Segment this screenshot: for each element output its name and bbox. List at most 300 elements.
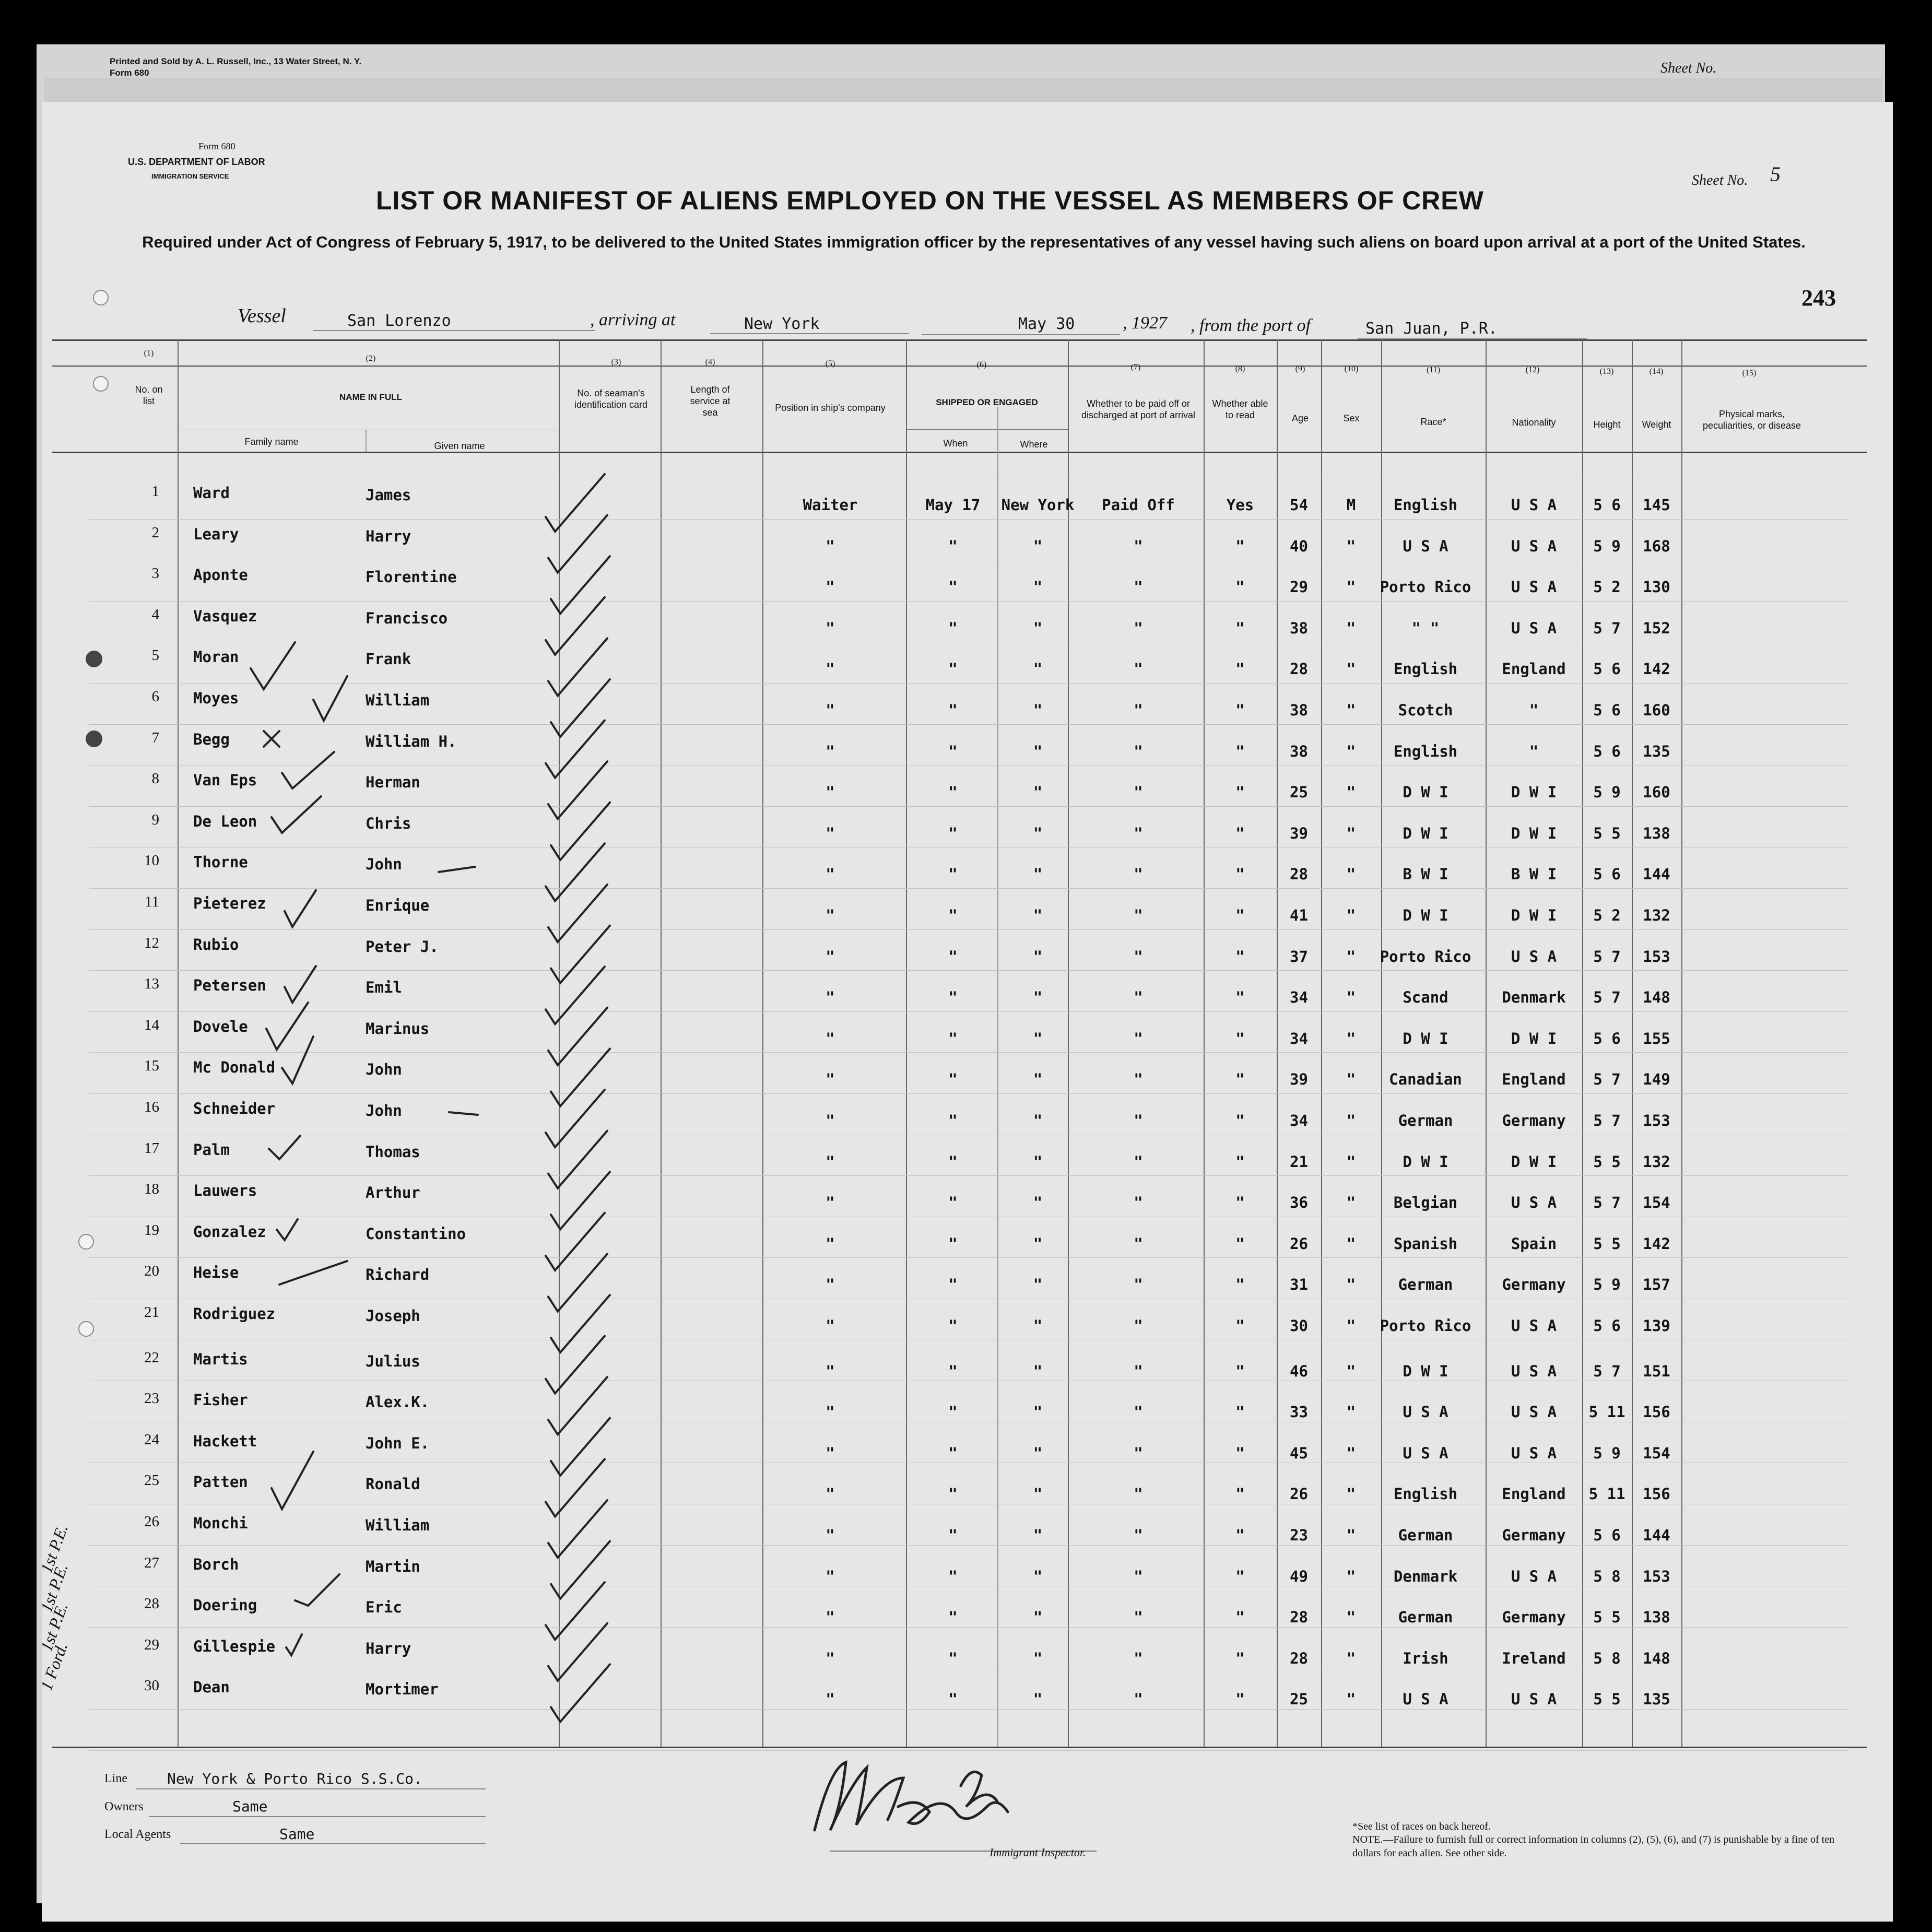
check-mark (277, 1219, 298, 1240)
cell-able-to-read: " (1235, 1070, 1245, 1089)
col11-header: Race* (1420, 417, 1446, 427)
cell-sex: " (1346, 1649, 1356, 1667)
cell-shipped-when: " (948, 1029, 958, 1047)
check-mark (551, 1295, 610, 1352)
cell-age: 25 (1290, 783, 1308, 802)
cell-race: German (1398, 1608, 1453, 1627)
row-number: 26 (144, 1513, 159, 1530)
cell-nationality: B W I (1511, 865, 1557, 883)
col2-header: NAME IN FULL (339, 392, 402, 402)
cell-able-to-read: " (1235, 1485, 1245, 1503)
cell-paid-off: " (1134, 1317, 1143, 1335)
col7-number: (7) (1130, 363, 1141, 372)
cell-weight: 135 (1643, 742, 1670, 760)
col14-number: (14) (1649, 367, 1664, 376)
cell-family-name: Petersen (193, 976, 266, 995)
col2-family-header: Family name (244, 437, 299, 447)
check-mark (551, 1172, 610, 1229)
cell-paid-off: " (1134, 1649, 1143, 1667)
cell-sex: " (1346, 578, 1356, 596)
cell-age: 46 (1290, 1362, 1308, 1380)
cell-shipped-where: " (1033, 1362, 1043, 1380)
cell-height: 5 6 (1593, 742, 1621, 760)
cell-family-name: Begg (193, 730, 230, 748)
cell-position: " (826, 1194, 835, 1212)
cell-age: 28 (1290, 1608, 1308, 1627)
cell-sex: " (1346, 824, 1356, 842)
cell-nationality: U S A (1511, 1194, 1557, 1212)
cell-shipped-when: " (948, 660, 958, 678)
cross-mark (264, 731, 279, 747)
check-mark (551, 1049, 610, 1106)
cell-given-name: Richard (366, 1266, 430, 1284)
cell-shipped-where: " (1033, 537, 1043, 555)
check-mark (295, 1574, 339, 1606)
cell-shipped-where: " (1033, 1608, 1043, 1627)
cell-shipped-where: " (1033, 1070, 1043, 1089)
cell-race: Scotch (1398, 701, 1453, 719)
cell-position: " (826, 824, 835, 842)
cell-shipped-where: " (1033, 578, 1043, 596)
cell-nationality: " (1529, 701, 1539, 719)
cell-weight: 153 (1643, 1567, 1670, 1585)
cell-height: 5 6 (1593, 1029, 1621, 1047)
col8-number: (8) (1235, 364, 1245, 373)
immigration-service: IMMIGRATION SERVICE (151, 172, 229, 180)
ink-blot (86, 651, 102, 667)
cell-weight: 156 (1643, 1485, 1670, 1503)
cell-paid-off: " (1134, 619, 1143, 637)
back-sheet-printer: Printed and Sold by A. L. Russell, Inc., 13 Water Street, N. Y. (110, 56, 362, 66)
cell-given-name: Mortimer (366, 1680, 439, 1699)
cell-family-name: Palm (193, 1140, 230, 1159)
owners-label: Owners (104, 1800, 144, 1813)
row-number: 29 (144, 1636, 159, 1653)
cell-height: 5 7 (1593, 1194, 1621, 1212)
cell-paid-off: " (1134, 824, 1143, 842)
check-mark (551, 556, 610, 614)
cell-race: U S A (1403, 1444, 1448, 1462)
cell-paid-off: " (1134, 1029, 1143, 1047)
check-mark (272, 1452, 313, 1509)
check-mark (266, 1003, 308, 1050)
cell-nationality: U S A (1511, 1403, 1557, 1421)
cell-family-name: Moyes (193, 689, 239, 707)
cell-given-name: Emil (366, 979, 402, 997)
cell-given-name: Marinus (366, 1019, 430, 1038)
cell-race: " " (1411, 619, 1440, 637)
cell-family-name: Thorne (193, 853, 248, 871)
cell-shipped-when: " (948, 1526, 958, 1544)
cell-shipped-when: " (948, 947, 958, 965)
cell-age: 29 (1290, 578, 1308, 596)
col6-where-header: Where (1020, 439, 1048, 450)
cell-nationality: U S A (1511, 1317, 1557, 1335)
sheet-number-label: Sheet No. (1692, 172, 1748, 189)
cell-shipped-when: " (948, 1608, 958, 1627)
cell-paid-off: " (1134, 1690, 1143, 1709)
cell-able-to-read: " (1235, 742, 1245, 760)
cell-height: 5 7 (1593, 1070, 1621, 1089)
check-mark (272, 796, 321, 833)
cell-shipped-when: " (948, 1403, 958, 1421)
cell-family-name: Mc Donald (193, 1058, 276, 1077)
cell-age: 34 (1290, 1112, 1308, 1129)
cell-age: 26 (1290, 1234, 1308, 1253)
cell-nationality: D W I (1511, 783, 1557, 802)
check-mark (548, 638, 607, 696)
check-mark (285, 966, 316, 1003)
cell-shipped-where: " (1033, 1234, 1043, 1253)
cell-sex: " (1346, 619, 1356, 637)
cell-shipped-where: " (1033, 619, 1043, 637)
cell-age: 40 (1290, 537, 1308, 555)
cell-position: " (826, 578, 835, 596)
cell-weight: 148 (1643, 988, 1670, 1007)
cell-race: Porto Rico (1380, 947, 1471, 965)
cell-able-to-read: " (1235, 1444, 1245, 1462)
cell-sex: " (1346, 988, 1356, 1007)
row-number: 28 (144, 1595, 159, 1612)
cell-sex: " (1346, 1152, 1356, 1171)
cell-position: " (826, 1234, 835, 1253)
cell-given-name: John (366, 1102, 402, 1120)
col9-number: (9) (1295, 364, 1305, 373)
cell-race: English (1393, 1485, 1458, 1503)
col12-number: (12) (1525, 366, 1540, 374)
check-mark (282, 752, 334, 788)
cell-sex: " (1346, 1362, 1356, 1380)
cell-weight: 130 (1643, 578, 1670, 596)
row-number: 30 (144, 1677, 159, 1694)
cell-weight: 142 (1643, 660, 1670, 678)
cell-race: D W I (1403, 906, 1448, 924)
cell-weight: 135 (1643, 1690, 1670, 1709)
cell-paid-off: " (1134, 1112, 1143, 1129)
cell-shipped-when: " (948, 783, 958, 802)
cell-position: " (826, 660, 835, 678)
cell-shipped-when: " (948, 1234, 958, 1253)
cell-paid-off: " (1134, 1444, 1143, 1462)
cell-family-name: Pieterez (193, 894, 266, 912)
cell-paid-off: " (1134, 1194, 1143, 1212)
col3-number: (3) (611, 358, 621, 367)
cell-nationality: U S A (1511, 1567, 1557, 1585)
cell-nationality: England (1502, 1485, 1566, 1503)
cell-shipped-where: New York (1001, 496, 1075, 514)
cell-able-to-read: " (1235, 865, 1245, 883)
row-number: 3 (151, 565, 159, 582)
cell-paid-off: " (1134, 1234, 1143, 1253)
cell-sex: " (1346, 906, 1356, 924)
cell-given-name: Julius (366, 1352, 420, 1370)
cell-weight: 144 (1643, 865, 1670, 883)
check-mark (548, 1377, 607, 1434)
col14-header: Weight (1642, 419, 1671, 430)
cell-race: Irish (1403, 1649, 1448, 1667)
cell-position: " (826, 1317, 835, 1335)
col1-header: No. on list (135, 384, 163, 406)
cell-shipped-when: " (948, 824, 958, 842)
cell-given-name: Arthur (366, 1184, 420, 1202)
cell-position: " (826, 1362, 835, 1380)
cell-able-to-read: " (1235, 1608, 1245, 1627)
margin-note: 1st P.E. (37, 1600, 72, 1654)
check-mark (546, 474, 605, 532)
cell-age: 31 (1290, 1276, 1308, 1294)
cell-age: 38 (1290, 742, 1308, 760)
cell-sex: " (1346, 1485, 1356, 1503)
cell-family-name: Rubio (193, 935, 239, 953)
cell-race: D W I (1403, 783, 1448, 802)
row-number: 8 (151, 770, 159, 787)
row-number: 25 (144, 1472, 159, 1489)
check-mark (548, 1623, 607, 1681)
row-number: 16 (144, 1099, 159, 1115)
col7-header: Whether to be paid off or discharged at port of arrival (1081, 398, 1196, 420)
cell-position: " (826, 988, 835, 1007)
row-number: 9 (151, 811, 159, 828)
cell-shipped-when: " (948, 1152, 958, 1171)
cell-paid-off: " (1134, 742, 1143, 760)
cell-paid-off: " (1134, 1362, 1143, 1380)
cell-able-to-read: " (1235, 1152, 1245, 1171)
cell-given-name: Florentine (366, 568, 457, 586)
cell-weight: 160 (1643, 701, 1670, 719)
cell-sex: " (1346, 701, 1356, 719)
cell-nationality: D W I (1511, 1152, 1557, 1171)
cell-position: " (826, 1649, 835, 1667)
cell-age: 34 (1290, 1029, 1308, 1047)
cell-shipped-when: " (948, 1485, 958, 1503)
cell-able-to-read: " (1235, 619, 1245, 637)
cell-shipped-where: " (1033, 1317, 1043, 1335)
check-mark (551, 926, 610, 983)
cell-age: 37 (1290, 947, 1308, 965)
cell-shipped-where: " (1033, 906, 1043, 924)
cell-weight: 154 (1643, 1194, 1670, 1212)
cell-given-name: James (366, 486, 411, 504)
cell-race: Porto Rico (1380, 578, 1471, 596)
cell-given-name: Thomas (366, 1142, 420, 1161)
cell-shipped-where: " (1033, 783, 1043, 802)
cell-family-name: Gillespie (193, 1637, 276, 1655)
col15-header: Physical marks, peculiarities, or disease (1702, 409, 1801, 431)
col5-number: (5) (825, 359, 835, 368)
cell-height: 5 8 (1593, 1567, 1621, 1585)
check-mark (551, 1664, 610, 1722)
cell-family-name: Martis (193, 1350, 248, 1368)
cell-sex: " (1346, 1029, 1356, 1047)
cell-position: " (826, 1070, 835, 1089)
cell-race: Canadian (1389, 1070, 1462, 1089)
row-number: 17 (144, 1139, 159, 1157)
check-mark (548, 1254, 607, 1311)
row-number: 2 (151, 524, 159, 541)
penalty-note: NOTE.—Failure to furnish full or correct information in columns (2), (5), (6), and (7) is punishable by a fine of ten dollars for each alien. See other side. (1352, 1834, 1835, 1859)
row-number: 21 (144, 1304, 159, 1321)
cell-able-to-read: " (1235, 1649, 1245, 1667)
cell-weight: 149 (1643, 1070, 1670, 1089)
cell-paid-off: " (1134, 701, 1143, 719)
department: U.S. DEPARTMENT OF LABOR (128, 157, 265, 167)
cell-family-name: Aponte (193, 566, 248, 584)
cell-paid-off: Paid Off (1102, 496, 1175, 514)
cell-age: 28 (1290, 865, 1308, 883)
cell-shipped-where: " (1033, 1649, 1043, 1667)
row-number: 13 (144, 975, 159, 993)
cell-shipped-when: " (948, 1194, 958, 1212)
cell-shipped-when: " (948, 1362, 958, 1380)
cell-race: Scand (1403, 988, 1448, 1007)
check-mark (551, 679, 610, 737)
cell-position: " (826, 783, 835, 802)
cell-race: D W I (1403, 824, 1448, 842)
cell-paid-off: " (1134, 660, 1143, 678)
cell-sex: " (1346, 1690, 1356, 1709)
cell-height: 5 11 (1588, 1403, 1625, 1421)
cell-height: 5 9 (1593, 1444, 1621, 1462)
cell-nationality: England (1502, 1070, 1566, 1089)
cell-shipped-when: " (948, 1567, 958, 1585)
cell-nationality: Germany (1502, 1112, 1566, 1129)
cell-sex: " (1346, 1444, 1356, 1462)
cell-able-to-read: " (1235, 783, 1245, 802)
cell-shipped-where: " (1033, 1152, 1043, 1171)
cell-weight: 157 (1643, 1276, 1670, 1294)
cell-given-name: Herman (366, 773, 420, 792)
cell-family-name: Van Eps (193, 771, 257, 790)
check-mark (548, 761, 607, 819)
cell-shipped-when: " (948, 578, 958, 596)
cell-sex: " (1346, 1526, 1356, 1544)
col13-header: Height (1593, 419, 1621, 430)
check-mark (548, 885, 607, 942)
cell-family-name: Lauwers (193, 1182, 257, 1200)
cell-height: 5 5 (1593, 1690, 1621, 1709)
row-number: 12 (144, 934, 159, 951)
cell-able-to-read: " (1235, 1029, 1245, 1047)
col13-number: (13) (1599, 367, 1614, 376)
col4-number: (4) (705, 358, 715, 367)
cell-given-name: Joseph (366, 1307, 420, 1325)
cell-given-name: William (366, 1516, 430, 1534)
col3-header: No. of seaman's identification card (574, 388, 648, 410)
cell-given-name: Frank (366, 650, 411, 668)
cell-weight: 138 (1643, 824, 1670, 842)
check-mark (269, 1136, 300, 1159)
cell-family-name: Vasquez (193, 607, 257, 625)
cell-family-name: Borch (193, 1555, 239, 1573)
cell-height: 5 6 (1593, 1526, 1621, 1544)
cell-paid-off: " (1134, 1608, 1143, 1627)
cell-nationality: U S A (1511, 578, 1557, 596)
col8-header: Whether able to read (1212, 398, 1268, 420)
cell-paid-off: " (1134, 1152, 1143, 1171)
cell-shipped-when: " (948, 906, 958, 924)
cell-height: 5 9 (1593, 783, 1621, 802)
cell-nationality: U S A (1511, 1690, 1557, 1709)
cell-paid-off: " (1134, 988, 1143, 1007)
check-mark (548, 515, 607, 573)
col1-number: (1) (144, 349, 154, 358)
cell-family-name: Dovele (193, 1017, 248, 1035)
check-mark (282, 1036, 313, 1083)
ink-blot (86, 731, 102, 747)
cell-given-name: Harry (366, 527, 411, 545)
cell-sex: " (1346, 660, 1356, 678)
cell-sex: " (1346, 1567, 1356, 1585)
cell-height: 5 6 (1593, 496, 1621, 514)
col10-header: Sex (1343, 413, 1360, 423)
cell-height: 5 6 (1593, 660, 1621, 678)
col6-number: (6) (976, 360, 987, 369)
cell-position: " (826, 537, 835, 555)
cell-nationality: U S A (1511, 537, 1557, 555)
col5-header: Position in ship's company (775, 403, 886, 413)
cell-age: 26 (1290, 1485, 1308, 1503)
cell-age: 28 (1290, 1649, 1308, 1667)
row-number: 5 (151, 647, 159, 664)
cell-nationality: Germany (1502, 1608, 1566, 1627)
sheet-number-value: 5 (1770, 162, 1781, 186)
cell-height: 5 6 (1593, 701, 1621, 719)
arriving-label: , arriving at (590, 310, 676, 329)
arrival-year: , 1927 (1123, 313, 1167, 333)
cell-shipped-when: " (948, 742, 958, 760)
cell-given-name: John (366, 1061, 402, 1079)
cell-position: " (826, 865, 835, 883)
cell-race: English (1393, 496, 1458, 514)
cell-weight: 138 (1643, 1608, 1670, 1627)
cell-position: " (826, 1403, 835, 1421)
cell-shipped-when: " (948, 988, 958, 1007)
cell-age: 45 (1290, 1444, 1308, 1462)
id-card-check-marks (546, 474, 610, 1722)
cell-weight: 144 (1643, 1526, 1670, 1544)
cell-weight: 132 (1643, 906, 1670, 924)
cell-able-to-read: Yes (1226, 496, 1254, 514)
row-number: 27 (144, 1554, 159, 1571)
cell-shipped-when: " (948, 537, 958, 555)
cell-weight: 153 (1643, 1112, 1670, 1129)
cell-weight: 160 (1643, 783, 1670, 802)
cell-race: English (1393, 660, 1458, 678)
cell-given-name: Harry (366, 1639, 411, 1657)
col2-number: (2) (366, 354, 376, 363)
cell-shipped-where: " (1033, 1444, 1043, 1462)
cell-given-name: John E. (366, 1434, 430, 1452)
cell-height: 5 7 (1593, 947, 1621, 965)
cell-sex: " (1346, 742, 1356, 760)
cell-position: Waiter (803, 496, 858, 514)
cell-race: German (1398, 1112, 1453, 1129)
cell-shipped-when: " (948, 1070, 958, 1089)
agents-label: Local Agents (104, 1828, 171, 1841)
cell-age: 49 (1290, 1567, 1308, 1585)
cell-family-name: Gonzalez (193, 1222, 266, 1241)
row-number: 15 (144, 1057, 159, 1075)
cell-paid-off: " (1134, 1403, 1143, 1421)
from-port-label: , from the port of (1191, 316, 1311, 335)
row-number: 20 (144, 1263, 159, 1280)
cell-position: " (826, 701, 835, 719)
margin-note: 1st P.E. (37, 1561, 72, 1615)
races-note: *See list of races on back hereof. (1352, 1821, 1491, 1832)
cell-paid-off: " (1134, 578, 1143, 596)
cell-able-to-read: " (1235, 947, 1245, 965)
cell-nationality: U S A (1511, 1444, 1557, 1462)
